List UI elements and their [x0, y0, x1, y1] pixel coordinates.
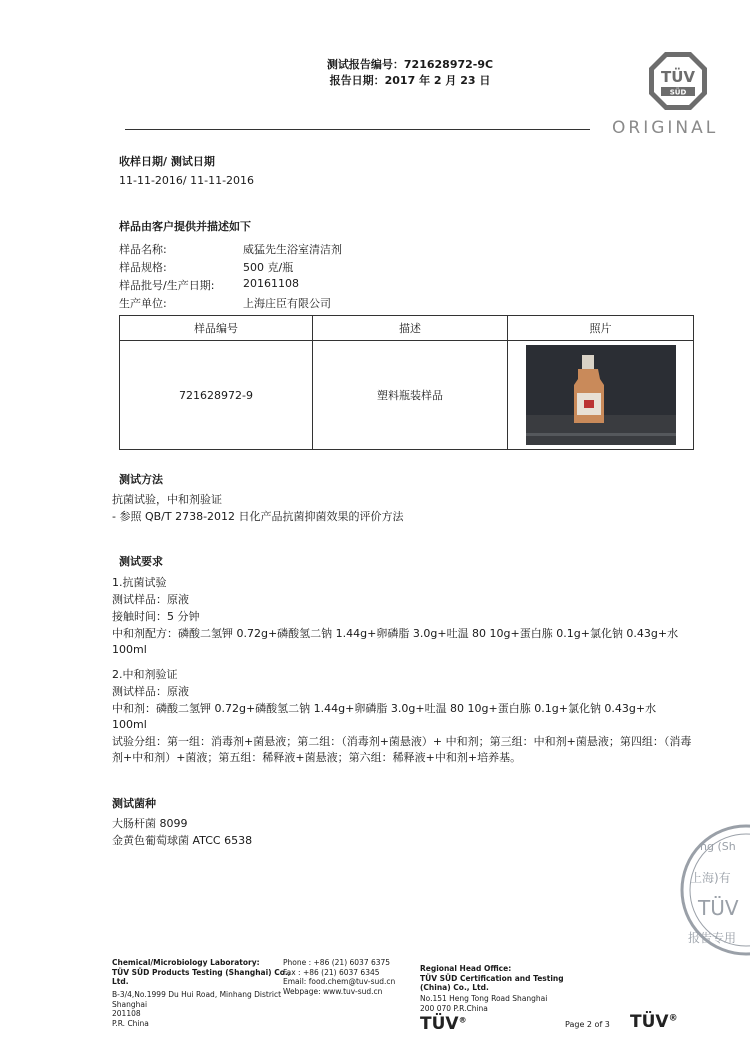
- receipt-title: 收样日期/ 测试日期: [119, 155, 215, 168]
- strain-2: 金黄色葡萄球菌 ATCC 6538: [112, 834, 253, 847]
- sample-name-value: 威猛先生浴室清洁剂: [243, 243, 342, 256]
- original-mark: ORIGINAL: [612, 118, 719, 138]
- method-title: 测试方法: [119, 473, 163, 486]
- svg-text:上海)有: 上海)有: [690, 871, 731, 885]
- tuv-sud-logo-icon: [647, 50, 709, 112]
- sample-batch-value: 20161108: [243, 277, 299, 290]
- sample-spec-label: 样品规格:: [119, 261, 167, 274]
- footer-tuv-mark-right: TÜV®: [630, 1012, 678, 1032]
- method-line-1: 抗菌试验，中和剂验证: [112, 493, 222, 506]
- sample-name-label: 样品名称:: [119, 243, 167, 256]
- manufacturer-label: 生产单位:: [119, 297, 167, 310]
- req1-line-2: 测试样品：原液: [112, 593, 189, 606]
- svg-text:ng (Sh: ng (Sh: [700, 840, 736, 853]
- method-line-2: - 参照 QB/T 2738-2012 日化产品抗菌抑菌效果的评价方法: [112, 510, 404, 523]
- svg-text:报告专用: 报告专用: [688, 931, 737, 945]
- footer-contact: Phone : +86 (21) 6037 6375 Fax : +86 (21) 6037 6345 Email: food.chem@tuv-sud.cn Webpage: www.tuv-sud.cn: [283, 958, 396, 996]
- requirements-title: 测试要求: [119, 555, 163, 568]
- footer-tuv-mark-left: TÜV®: [420, 1014, 467, 1034]
- col-sample-id: 样品编号: [120, 316, 313, 341]
- logo-subtext: SÜD: [669, 88, 687, 97]
- manufacturer-value: 上海庄臣有限公司: [243, 297, 331, 310]
- svg-text:TÜV: TÜV: [698, 896, 739, 920]
- col-photo: 照片: [508, 316, 694, 341]
- sample-photo: [526, 345, 676, 445]
- bottle-image-icon: [526, 345, 676, 445]
- req1-line-1: 1.抗菌试验: [112, 576, 167, 589]
- footer-lab: Chemical/Microbiology Laboratory: TÜV SÜD Products Testing (Shanghai) Co., Ltd.: [112, 958, 291, 986]
- logo-text: TÜV: [660, 68, 696, 86]
- sample-info-title: 样品由客户提供并描述如下: [119, 220, 251, 233]
- report-date: 报告日期：2017 年 2 月 23 日: [329, 74, 491, 87]
- cell-sample-id: 721628972-9: [120, 341, 313, 450]
- seal-stamp-icon: [676, 820, 750, 960]
- strains-title: 测试菌种: [112, 797, 156, 810]
- receipt-dates: 11-11-2016/ 11-11-2016: [119, 174, 255, 187]
- cell-description: 塑料瓶装样品: [313, 341, 508, 450]
- strain-1: 大肠杆菌 8099: [112, 817, 188, 830]
- sample-batch-label: 样品批号/生产日期:: [119, 279, 215, 292]
- req2-line-3: 中和剂：磷酸二氢钾 0.72g+磷酸氢二钠 1.44g+卵磷脂 3.0g+吐温 80 10g+蛋白胨 0.1g+氯化钠 0.43g+水: [112, 702, 657, 715]
- col-description: 描述: [313, 316, 508, 341]
- req2-line-4: 100ml: [112, 718, 147, 731]
- req2-line-1: 2.中和剂验证: [112, 668, 178, 681]
- footer-regional: Regional Head Office: TÜV SÜD Certification and Testing (China) Co., Ltd.: [420, 964, 564, 992]
- page-number: Page 2 of 3: [565, 1020, 610, 1029]
- sample-spec-value: 500 克/瓶: [243, 261, 294, 274]
- req2-line-2: 测试样品：原液: [112, 685, 189, 698]
- cell-photo: [508, 341, 694, 450]
- req1-line-4: 中和剂配方：磷酸二氢钾 0.72g+磷酸氢二钠 1.44g+卵磷脂 3.0g+吐温 80 10g+蛋白胨 0.1g+氯化钠 0.43g+水: [112, 627, 679, 640]
- footer-regional-address: No.151 Heng Tong Road Shanghai 200 070 P.R.China: [420, 994, 548, 1013]
- req1-line-5: 100ml: [112, 643, 147, 656]
- header-rule: [125, 129, 590, 130]
- footer-lab-address: B-3/4,No.1999 Du Hui Road, Minhang District Shanghai 201108 P.R. China: [112, 990, 282, 1028]
- report-number: 测试报告编号：721628972-9C: [326, 58, 494, 71]
- sample-table: [119, 315, 694, 450]
- test-groups: 试验分组：第一组：消毒剂+菌悬液；第二组：（消毒剂+菌悬液）+ 中和剂；第三组：中和剂+菌悬液；第四组：（消毒剂+中和剂）+菌液；第五组：稀释液+菌悬液；第六组：稀释液+中和剂+培养基。: [112, 735, 692, 764]
- req1-line-3: 接触时间：5 分钟: [112, 610, 200, 623]
